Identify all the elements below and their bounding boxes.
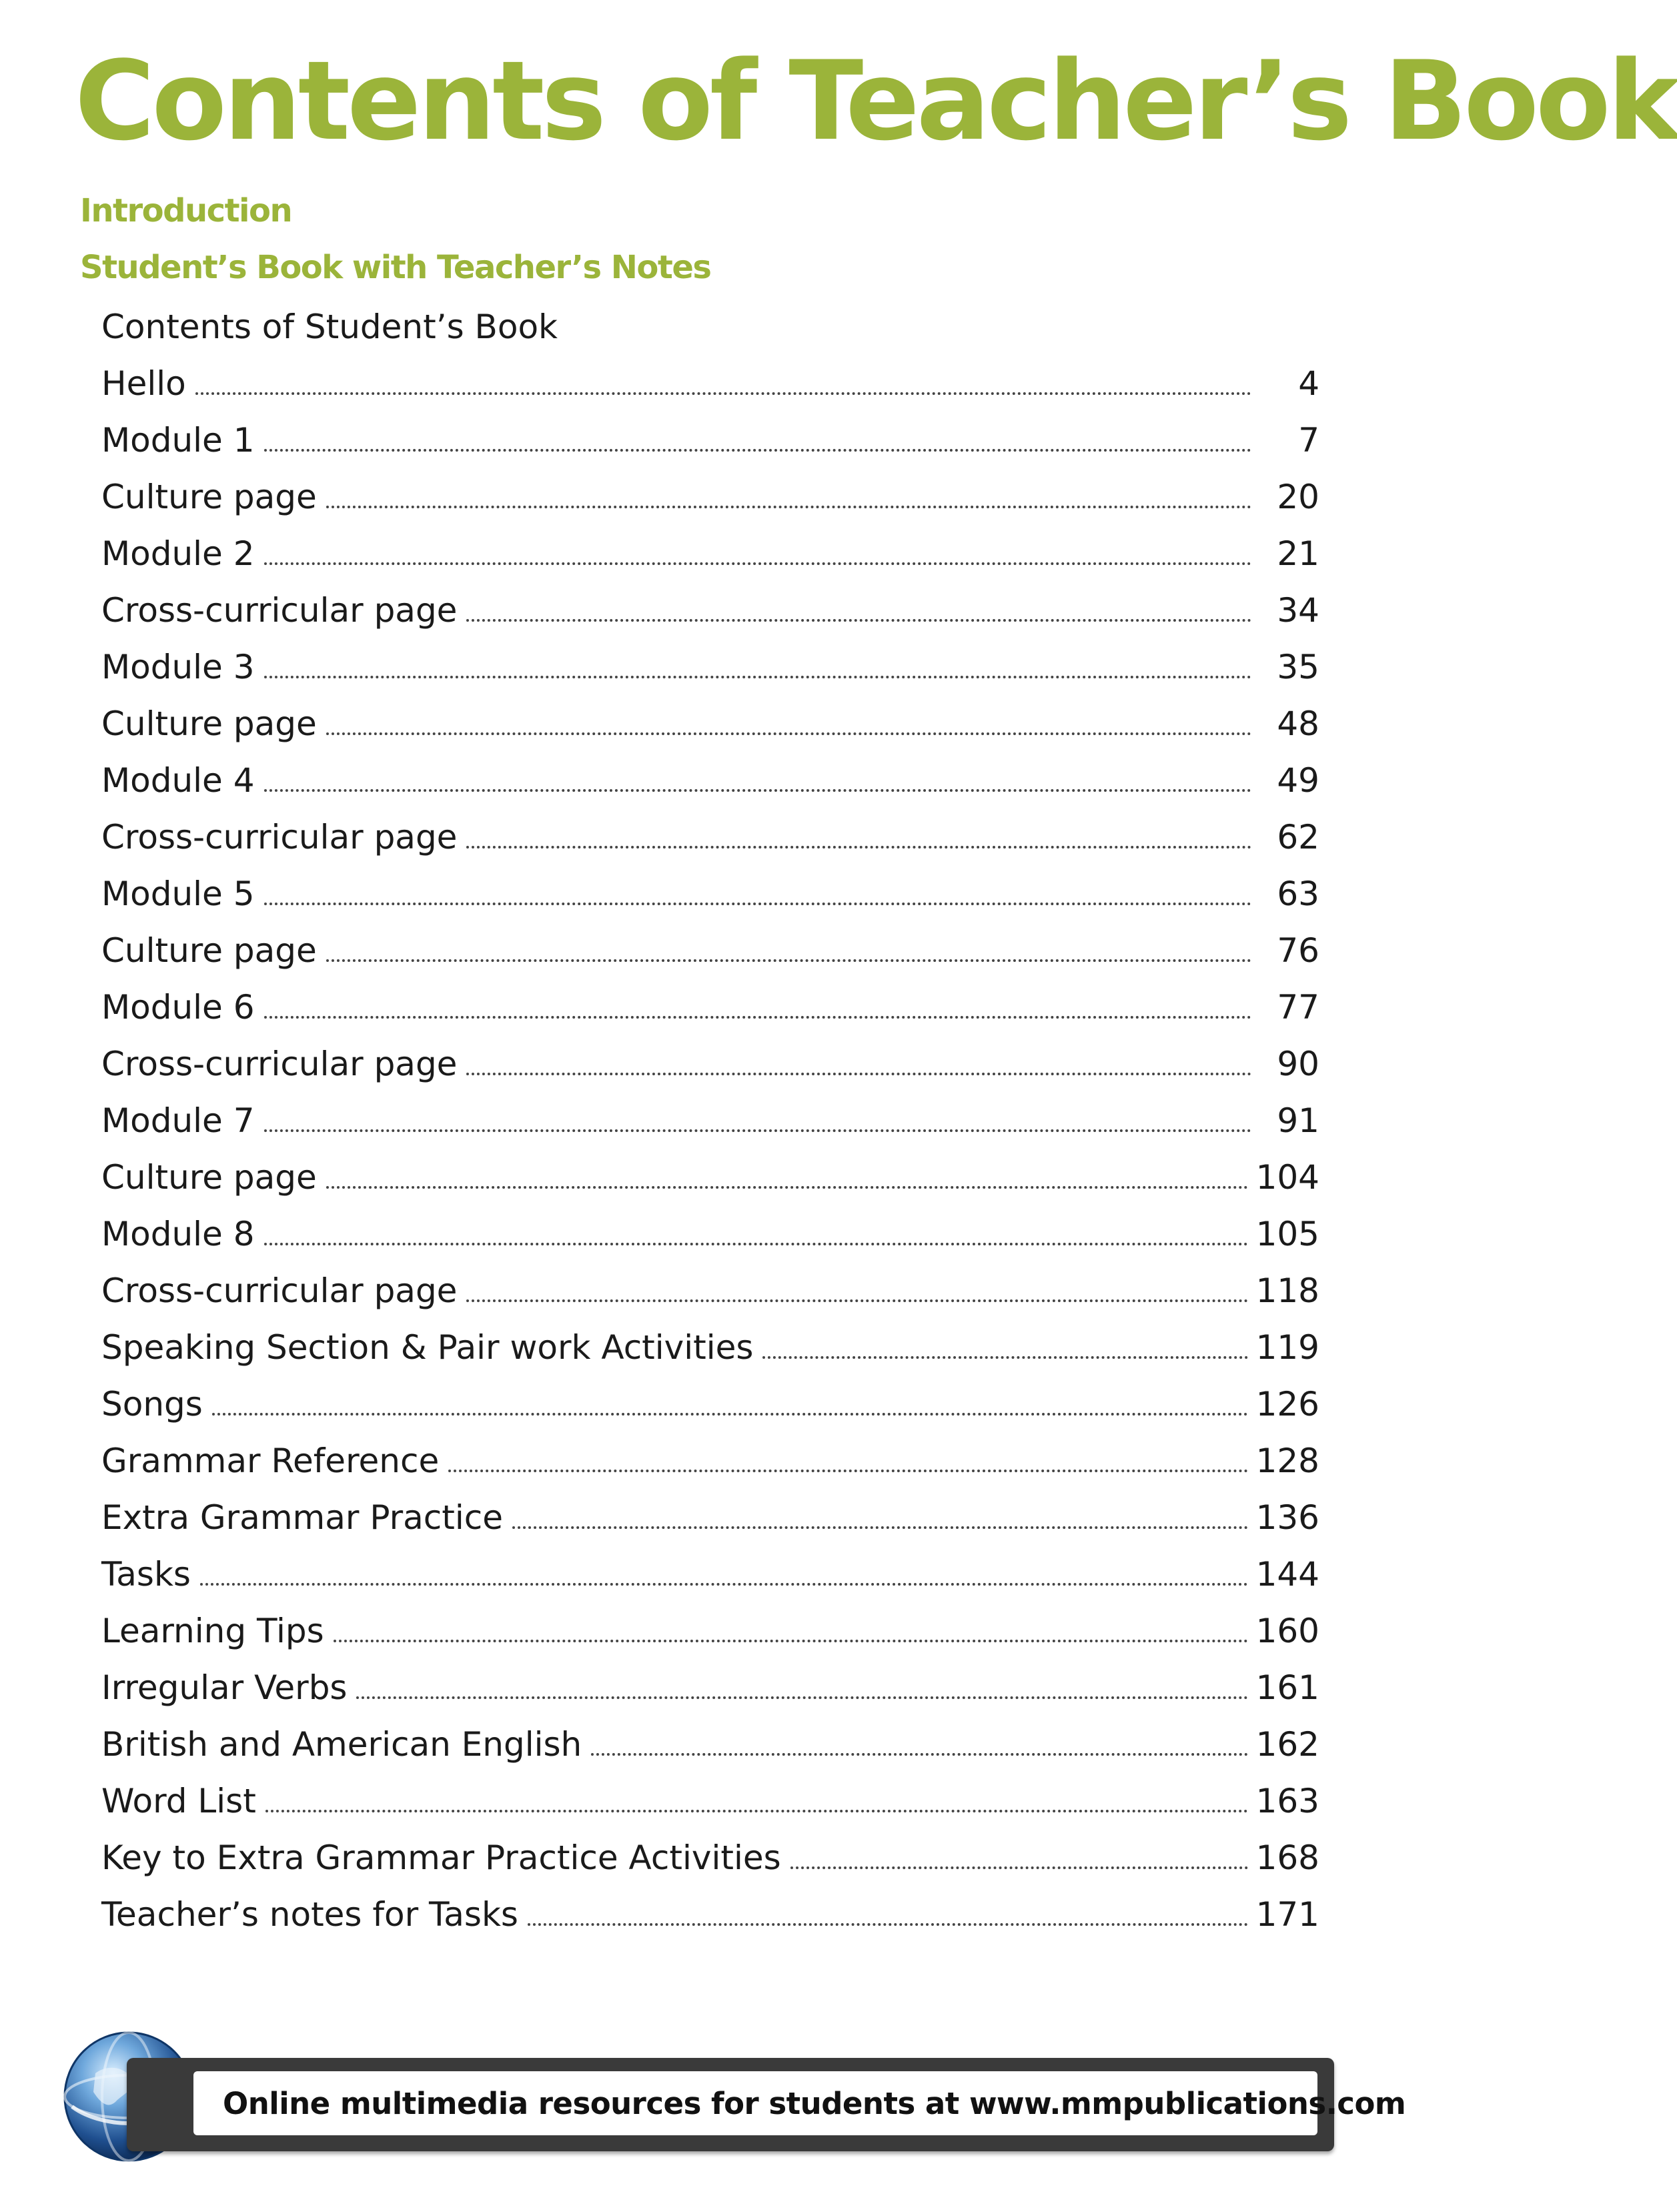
toc-row: [101, 412, 1319, 469]
toc-page-number: 104: [1255, 1158, 1319, 1197]
toc-label: Module 8: [101, 1215, 255, 1253]
toc-row: [101, 923, 1319, 979]
toc-leader-dots: [326, 506, 1251, 508]
toc-page-number: 76: [1277, 931, 1319, 970]
toc-row: [101, 809, 1319, 866]
toc-page-number: 49: [1277, 761, 1319, 800]
toc-label: Learning Tips: [101, 1612, 324, 1650]
table-of-contents: [101, 299, 1319, 1943]
toc-page-number: 119: [1255, 1328, 1319, 1367]
toc-leader-dots: [195, 392, 1251, 395]
toc-row: [101, 469, 1319, 526]
toc-leader-dots: [466, 1073, 1251, 1075]
toc-label: Tasks: [101, 1555, 191, 1594]
toc-leader-dots: [264, 789, 1251, 792]
toc-leader-dots: [264, 1129, 1251, 1132]
toc-label: Extra Grammar Practice: [101, 1498, 504, 1537]
toc-label: Culture page: [101, 1158, 317, 1197]
toc-page-number: 168: [1255, 1838, 1319, 1877]
toc-page-number: 7: [1298, 421, 1319, 460]
toc-label: Grammar Reference: [101, 1442, 440, 1480]
toc-label: Module 4: [101, 761, 255, 800]
toc-row: [101, 1376, 1319, 1433]
toc-row: [101, 1319, 1319, 1376]
toc-page-number: 20: [1277, 478, 1319, 516]
toc-leader-dots: [200, 1583, 1248, 1586]
toc-row: [101, 1886, 1319, 1943]
toc-leader-dots: [448, 1470, 1247, 1472]
toc-page-number: 118: [1255, 1271, 1319, 1310]
toc-label: Cross-curricular page: [101, 1045, 458, 1083]
toc-row: [101, 752, 1319, 809]
toc-leader-dots: [466, 1299, 1247, 1302]
footer-inner: [193, 2071, 1406, 2135]
introduction-heading: Introduction: [80, 192, 292, 229]
toc-label: Module 5: [101, 875, 255, 913]
toc-label: Module 7: [101, 1101, 255, 1140]
toc-label: Key to Extra Grammar Practice Activities: [101, 1838, 781, 1877]
toc-label: Module 3: [101, 648, 255, 686]
toc-leader-dots: [326, 959, 1251, 962]
toc-row: [101, 1603, 1319, 1660]
toc-leader-dots: [334, 1640, 1248, 1642]
toc-row: [101, 1036, 1319, 1093]
toc-leader-dots: [356, 1696, 1247, 1699]
toc-leader-dots: [326, 1186, 1248, 1189]
toc-leader-dots: [790, 1866, 1248, 1869]
toc-leader-dots: [264, 1243, 1248, 1245]
toc-row: [101, 356, 1319, 412]
toc-page-number: 144: [1255, 1555, 1319, 1594]
toc-label: Module 6: [101, 988, 255, 1027]
toc-leader-dots: [512, 1526, 1248, 1529]
toc-page-number: 91: [1277, 1101, 1319, 1140]
toc-page-number: 171: [1255, 1895, 1319, 1934]
toc-intro-line: Contents of Student’s Book: [101, 308, 558, 346]
toc-row: [101, 639, 1319, 696]
toc-leader-dots: [326, 732, 1251, 735]
toc-page-number: 34: [1277, 591, 1319, 630]
toc-page-number: 4: [1298, 364, 1319, 403]
toc-label: Culture page: [101, 478, 317, 516]
toc-page-number: 90: [1277, 1045, 1319, 1083]
toc-label: Module 1: [101, 421, 255, 460]
toc-page-number: 161: [1255, 1668, 1319, 1707]
toc-label: Hello: [101, 364, 186, 403]
toc-page-number: 128: [1255, 1442, 1319, 1480]
toc-page-number: 126: [1255, 1385, 1319, 1424]
toc-row: [101, 1206, 1319, 1263]
toc-leader-dots: [264, 1016, 1251, 1019]
toc-leader-dots: [264, 676, 1251, 678]
toc-label: Culture page: [101, 704, 317, 743]
toc-page-number: 63: [1277, 875, 1319, 913]
toc-row: [101, 1716, 1319, 1773]
toc-leader-dots: [264, 562, 1251, 565]
toc-page-number: 48: [1277, 704, 1319, 743]
toc-page-number: 162: [1255, 1725, 1319, 1764]
toc-leader-dots: [264, 903, 1251, 905]
toc-label: Songs: [101, 1385, 203, 1424]
students-book-heading: Student’s Book with Teacher’s Notes: [80, 249, 711, 286]
toc-page-number: 105: [1255, 1215, 1319, 1253]
toc-row: [101, 1433, 1319, 1490]
toc-label: Word List: [101, 1782, 256, 1820]
toc-row: [101, 1773, 1319, 1830]
toc-label: British and American English: [101, 1725, 582, 1764]
toc-label: Irregular Verbs: [101, 1668, 348, 1707]
toc-row: [101, 866, 1319, 923]
toc-row: [101, 582, 1319, 639]
footer-text[interactable]: Online multimedia resources for students at www.mmpublications.com: [223, 2085, 1406, 2121]
toc-page-number: 160: [1255, 1612, 1319, 1650]
toc-page-number: 21: [1277, 534, 1319, 573]
toc-label: Speaking Section & Pair work Activities: [101, 1328, 754, 1367]
toc-leader-dots: [528, 1923, 1248, 1926]
toc-page-number: 163: [1255, 1782, 1319, 1820]
toc-label: Cross-curricular page: [101, 818, 458, 857]
toc-row: [101, 1093, 1319, 1149]
toc-row: [101, 1149, 1319, 1206]
toc-leader-dots: [212, 1413, 1248, 1416]
toc-leader-dots: [265, 1810, 1248, 1812]
toc-row: [101, 1490, 1319, 1546]
toc-page-number: 62: [1277, 818, 1319, 857]
toc-leader-dots: [466, 846, 1251, 849]
toc-row: [101, 696, 1319, 752]
toc-row: [101, 1830, 1319, 1886]
toc-page-number: 35: [1277, 648, 1319, 686]
toc-row: [101, 1660, 1319, 1716]
toc-label: Cross-curricular page: [101, 591, 458, 630]
toc-leader-dots: [591, 1753, 1247, 1756]
page-title: Contents of Teacher’s Book: [75, 37, 1677, 165]
toc-label: Teacher’s notes for Tasks: [101, 1895, 518, 1934]
toc-leader-dots: [466, 619, 1251, 622]
toc-row: [101, 526, 1319, 582]
toc-page-number: 136: [1255, 1498, 1319, 1537]
toc-row: [101, 979, 1319, 1036]
toc-page-number: 77: [1277, 988, 1319, 1027]
toc-leader-dots: [762, 1356, 1247, 1359]
toc-label: Cross-curricular page: [101, 1271, 458, 1310]
toc-row: [101, 1546, 1319, 1603]
toc-row: [101, 1263, 1319, 1319]
toc-label: Module 2: [101, 534, 255, 573]
toc-leader-dots: [264, 449, 1251, 452]
footer-banner: [127, 2058, 1406, 2151]
toc-label: Culture page: [101, 931, 317, 970]
